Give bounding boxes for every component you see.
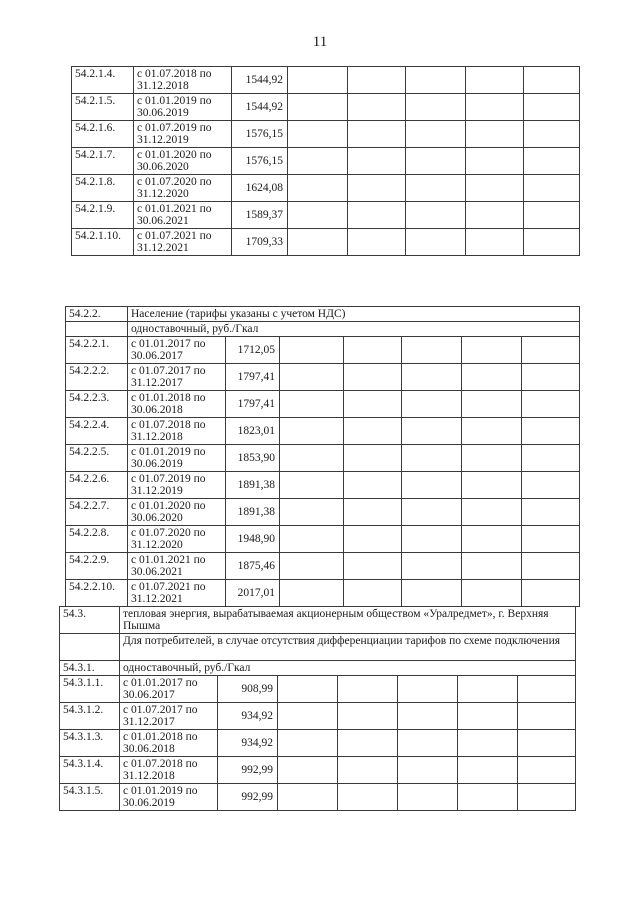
tariff-type-label: одноставочный, руб./Гкал <box>120 661 576 676</box>
table-row <box>66 418 580 445</box>
empty-cell <box>462 526 522 553</box>
empty-cell <box>338 730 398 757</box>
period-cell: с 01.01.2017 по 30.06.2017 <box>120 676 218 703</box>
empty-cell <box>338 676 398 703</box>
empty-cell <box>348 121 406 148</box>
row-code: 54.2.1.4. <box>72 67 134 94</box>
row-code: 54.2.1.10. <box>72 229 134 256</box>
empty-cell <box>348 148 406 175</box>
period-cell: с 01.01.2017 по 30.06.2017 <box>128 337 226 364</box>
table-row <box>60 703 576 730</box>
empty-cell <box>288 67 348 94</box>
empty-cell <box>288 202 348 229</box>
tariff-value: 1823,01 <box>226 418 280 445</box>
period-cell: с 01.01.2021 по 30.06.2021 <box>134 202 232 229</box>
table-row <box>66 553 580 580</box>
empty-cell <box>466 175 524 202</box>
row-code: 54.3.1.5. <box>60 784 120 811</box>
empty-cell <box>402 472 462 499</box>
empty-cell <box>288 121 348 148</box>
empty-cell <box>466 229 524 256</box>
empty-cell <box>462 391 522 418</box>
empty-cell <box>402 499 462 526</box>
section-c-consumers-row <box>60 634 576 661</box>
tariff-value: 992,99 <box>218 757 278 784</box>
empty-cell <box>406 202 466 229</box>
empty-cell <box>462 580 522 607</box>
tariff-value: 934,92 <box>218 730 278 757</box>
tariff-value: 1544,92 <box>232 94 288 121</box>
row-code: 54.2.1.5. <box>72 94 134 121</box>
empty-cell <box>518 784 576 811</box>
period-cell: с 01.07.2019 по 31.12.2019 <box>128 472 226 499</box>
row-code: 54.3.1. <box>60 661 120 676</box>
empty-cell <box>402 553 462 580</box>
section-b-subheading-row <box>66 322 580 337</box>
table-row <box>66 445 580 472</box>
empty-cell <box>344 580 402 607</box>
tariff-value: 1853,90 <box>226 445 280 472</box>
tariff-type-label: одноставочный, руб./Гкал <box>128 322 580 337</box>
empty-cell <box>466 148 524 175</box>
empty-cell <box>278 757 338 784</box>
empty-cell <box>398 730 458 757</box>
tariff-value: 2017,01 <box>226 580 280 607</box>
empty-cell <box>344 445 402 472</box>
period-cell: с 01.07.2018 по 31.12.2018 <box>128 418 226 445</box>
empty-cell <box>458 703 518 730</box>
empty-cell <box>66 322 128 337</box>
empty-cell <box>280 391 344 418</box>
empty-cell <box>402 391 462 418</box>
empty-cell <box>60 634 120 661</box>
empty-cell <box>406 94 466 121</box>
row-code: 54.3.1.3. <box>60 730 120 757</box>
empty-cell <box>402 526 462 553</box>
empty-cell <box>458 730 518 757</box>
empty-cell <box>338 784 398 811</box>
empty-cell <box>402 364 462 391</box>
period-cell: с 01.07.2019 по 31.12.2019 <box>134 121 232 148</box>
row-code: 54.2.2. <box>66 307 128 322</box>
empty-cell <box>402 580 462 607</box>
empty-cell <box>466 67 524 94</box>
table-row <box>66 580 580 607</box>
page-number: 11 <box>312 34 328 50</box>
row-code: 54.2.2.7. <box>66 499 128 526</box>
row-code: 54.2.1.8. <box>72 175 134 202</box>
empty-cell <box>462 364 522 391</box>
empty-cell <box>524 94 580 121</box>
empty-cell <box>288 148 348 175</box>
row-code: 54.3. <box>60 607 120 634</box>
row-code: 54.2.2.5. <box>66 445 128 472</box>
empty-cell <box>280 580 344 607</box>
empty-cell <box>344 526 402 553</box>
empty-cell <box>406 229 466 256</box>
empty-cell <box>518 676 576 703</box>
empty-cell <box>466 202 524 229</box>
empty-cell <box>458 757 518 784</box>
empty-cell <box>406 121 466 148</box>
period-cell: с 01.01.2019 по 30.06.2019 <box>128 445 226 472</box>
empty-cell <box>398 784 458 811</box>
table-row <box>72 148 580 175</box>
section-heading: тепловая энергия, вырабатываемая акционерным обществом «Уралредмет», г. Верхняя Пышма <box>120 607 576 634</box>
tariff-value: 1891,38 <box>226 499 280 526</box>
empty-cell <box>280 472 344 499</box>
tariff-value: 992,99 <box>218 784 278 811</box>
table-row <box>66 526 580 553</box>
tariff-value: 1891,38 <box>226 472 280 499</box>
table-row <box>60 730 576 757</box>
consumers-label: Для потребителей, в случае отсутствия дифференциации тарифов по схеме подключения <box>120 634 576 661</box>
empty-cell <box>348 202 406 229</box>
row-code: 54.2.2.3. <box>66 391 128 418</box>
empty-cell <box>288 175 348 202</box>
table-row <box>60 784 576 811</box>
empty-cell <box>280 364 344 391</box>
period-cell: с 01.01.2019 по 30.06.2019 <box>134 94 232 121</box>
empty-cell <box>518 730 576 757</box>
empty-cell <box>280 526 344 553</box>
row-code: 54.2.1.7. <box>72 148 134 175</box>
empty-cell <box>344 418 402 445</box>
tariff-value: 1576,15 <box>232 148 288 175</box>
tariff-value: 1544,92 <box>232 67 288 94</box>
empty-cell <box>344 364 402 391</box>
tariff-value: 1797,41 <box>226 391 280 418</box>
empty-cell <box>280 337 344 364</box>
empty-cell <box>524 202 580 229</box>
empty-cell <box>522 472 580 499</box>
row-code: 54.2.2.8. <box>66 526 128 553</box>
empty-cell <box>462 418 522 445</box>
period-cell: с 01.01.2020 по 30.06.2020 <box>134 148 232 175</box>
empty-cell <box>278 676 338 703</box>
empty-cell <box>348 229 406 256</box>
empty-cell <box>398 757 458 784</box>
table-row <box>60 676 576 703</box>
row-code: 54.2.2.2. <box>66 364 128 391</box>
period-cell: с 01.07.2021 по 31.12.2021 <box>134 229 232 256</box>
tariff-value: 934,92 <box>218 703 278 730</box>
table-row <box>72 202 580 229</box>
empty-cell <box>524 229 580 256</box>
empty-cell <box>522 337 580 364</box>
section-heading: Население (тарифы указаны с учетом НДС) <box>128 307 580 322</box>
empty-cell <box>524 67 580 94</box>
empty-cell <box>458 676 518 703</box>
empty-cell <box>348 175 406 202</box>
empty-cell <box>522 364 580 391</box>
period-cell: с 01.07.2020 по 31.12.2020 <box>128 526 226 553</box>
empty-cell <box>398 703 458 730</box>
table-row <box>66 337 580 364</box>
empty-cell <box>458 784 518 811</box>
empty-cell <box>288 94 348 121</box>
empty-cell <box>344 337 402 364</box>
empty-cell <box>278 784 338 811</box>
empty-cell <box>524 148 580 175</box>
empty-cell <box>518 703 576 730</box>
row-code: 54.3.1.4. <box>60 757 120 784</box>
row-code: 54.2.1.6. <box>72 121 134 148</box>
tariff-value: 1709,33 <box>232 229 288 256</box>
period-cell: с 01.01.2019 по 30.06.2019 <box>120 784 218 811</box>
table-row <box>72 121 580 148</box>
tariff-table-section-c <box>59 606 576 811</box>
empty-cell <box>280 499 344 526</box>
empty-cell <box>338 757 398 784</box>
row-code: 54.2.2.9. <box>66 553 128 580</box>
empty-cell <box>344 499 402 526</box>
period-cell: с 01.07.2018 по 31.12.2018 <box>134 67 232 94</box>
empty-cell <box>462 337 522 364</box>
table-row <box>66 499 580 526</box>
tariff-value: 1576,15 <box>232 121 288 148</box>
empty-cell <box>348 94 406 121</box>
tariff-value: 1589,37 <box>232 202 288 229</box>
tariff-value: 1712,05 <box>226 337 280 364</box>
empty-cell <box>288 229 348 256</box>
empty-cell <box>462 472 522 499</box>
table-row <box>72 229 580 256</box>
period-cell: с 01.07.2018 по 31.12.2018 <box>120 757 218 784</box>
empty-cell <box>522 526 580 553</box>
tariff-value: 1624,08 <box>232 175 288 202</box>
empty-cell <box>344 553 402 580</box>
empty-cell <box>524 175 580 202</box>
period-cell: с 01.07.2017 по 31.12.2017 <box>128 364 226 391</box>
row-code: 54.2.2.6. <box>66 472 128 499</box>
period-cell: с 01.01.2020 по 30.06.2020 <box>128 499 226 526</box>
tariff-value: 1875,46 <box>226 553 280 580</box>
empty-cell <box>462 553 522 580</box>
empty-cell <box>522 499 580 526</box>
period-cell: с 01.07.2021 по 31.12.2021 <box>128 580 226 607</box>
empty-cell <box>278 703 338 730</box>
row-code: 54.3.1.2. <box>60 703 120 730</box>
row-code: 54.2.2.1. <box>66 337 128 364</box>
empty-cell <box>406 67 466 94</box>
row-code: 54.2.1.9. <box>72 202 134 229</box>
table-row <box>72 175 580 202</box>
table-row <box>72 67 580 94</box>
empty-cell <box>402 418 462 445</box>
empty-cell <box>344 472 402 499</box>
tariff-value: 1948,90 <box>226 526 280 553</box>
period-cell: с 01.01.2018 по 30.06.2018 <box>128 391 226 418</box>
empty-cell <box>522 391 580 418</box>
empty-cell <box>462 445 522 472</box>
section-c-heading-row <box>60 607 576 634</box>
period-cell: с 01.07.2017 по 31.12.2017 <box>120 703 218 730</box>
empty-cell <box>402 445 462 472</box>
row-code: 54.2.2.4. <box>66 418 128 445</box>
empty-cell <box>522 418 580 445</box>
empty-cell <box>466 121 524 148</box>
row-code: 54.2.2.10. <box>66 580 128 607</box>
empty-cell <box>524 121 580 148</box>
table-row <box>60 757 576 784</box>
empty-cell <box>398 676 458 703</box>
empty-cell <box>344 391 402 418</box>
tariff-table-section-a <box>71 66 580 256</box>
empty-cell <box>338 703 398 730</box>
section-c-subheading-row <box>60 661 576 676</box>
tariff-value: 1797,41 <box>226 364 280 391</box>
empty-cell <box>406 148 466 175</box>
empty-cell <box>406 175 466 202</box>
row-code: 54.3.1.1. <box>60 676 120 703</box>
empty-cell <box>280 418 344 445</box>
empty-cell <box>522 553 580 580</box>
section-b-heading-row <box>66 307 580 322</box>
empty-cell <box>462 499 522 526</box>
table-row <box>66 472 580 499</box>
tariff-table-section-b <box>65 306 580 607</box>
empty-cell <box>278 730 338 757</box>
empty-cell <box>466 94 524 121</box>
empty-cell <box>280 553 344 580</box>
empty-cell <box>522 580 580 607</box>
period-cell: с 01.07.2020 по 31.12.2020 <box>134 175 232 202</box>
empty-cell <box>522 445 580 472</box>
table-row <box>66 391 580 418</box>
tariff-value: 908,99 <box>218 676 278 703</box>
table-row <box>66 364 580 391</box>
empty-cell <box>348 67 406 94</box>
period-cell: с 01.01.2021 по 30.06.2021 <box>128 553 226 580</box>
period-cell: с 01.01.2018 по 30.06.2018 <box>120 730 218 757</box>
empty-cell <box>280 445 344 472</box>
empty-cell <box>402 337 462 364</box>
table-row <box>72 94 580 121</box>
empty-cell <box>518 757 576 784</box>
